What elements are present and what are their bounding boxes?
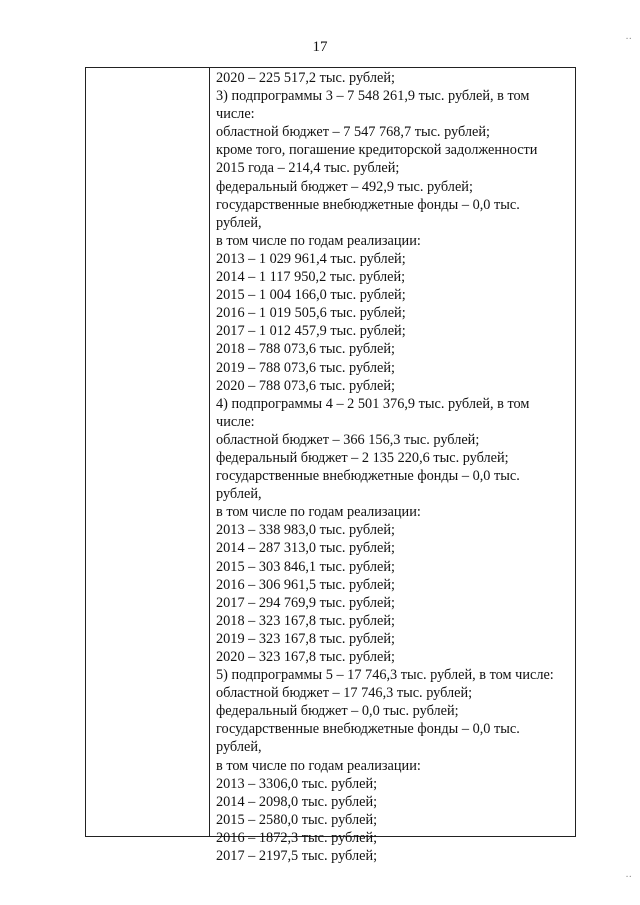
text-line: 2018 – 323 167,8 тыс. рублей; — [216, 612, 395, 629]
text-line: рублей, — [216, 214, 262, 231]
text-line: 2015 года – 214,4 тыс. рублей; — [216, 160, 400, 177]
text-line: 2020 – 323 167,8 тыс. рублей; — [216, 649, 395, 665]
table-column-divider — [209, 67, 210, 837]
text-line: 2015 – 1 004 166,0 тыс. рублей; — [216, 287, 406, 304]
text-line: 2016 – 1 019 505,6 тыс. рублей; — [216, 305, 406, 322]
table-cell-content — [216, 69, 576, 865]
text-line: рублей, — [216, 739, 262, 756]
page-number: 17 — [312, 39, 328, 55]
text-line: 2019 – 788 073,6 тыс. рублей; — [216, 359, 395, 376]
text-line: 2018 – 788 073,6 тыс. рублей; — [216, 341, 395, 358]
text-line: 2017 – 1 012 457,9 тыс. рублей; — [216, 323, 406, 340]
text-line: государственные внебюджетные фонды – 0,0 тыс. — [216, 196, 520, 213]
text-line: числе: — [216, 106, 255, 123]
text-line: 2015 – 2580,0 тыс. рублей; — [216, 811, 378, 828]
text-line: областной бюджет – 366 156,3 тыс. рублей; — [216, 431, 480, 448]
text-line: 2013 – 1 029 961,4 тыс. рублей; — [216, 250, 406, 267]
text-line: государственные внебюджетные фонды – 0,0 тыс. — [216, 721, 520, 738]
text-line: 2019 – 323 167,8 тыс. рублей; — [216, 630, 395, 647]
text-line: 2014 – 2098,0 тыс. рублей; — [216, 793, 378, 810]
text-line: 2016 – 306 961,5 тыс. рублей; — [216, 576, 395, 593]
text-line: 2020 – 788 073,6 тыс. рублей; — [216, 377, 395, 394]
scan-artifact-mark: ·· — [625, 34, 632, 45]
text-line: 2016 – 1872,3 тыс. рублей; — [216, 829, 378, 846]
text-line: 4) подпрограммы 4 – 2 501 376,9 тыс. рублей, в том — [216, 395, 530, 412]
text-line: 2017 – 294 769,9 тыс. рублей; — [216, 594, 395, 611]
text-line: 2020 – 225 517,2 тыс. рублей; — [216, 70, 395, 86]
text-line: в том числе по годам реализации: — [216, 757, 421, 774]
text-line: федеральный бюджет – 2 135 220,6 тыс. рублей; — [216, 449, 509, 466]
text-line: в том числе по годам реализации: — [216, 232, 421, 249]
text-line: 3) подпрограммы 3 – 7 548 261,9 тыс. рублей, в том — [216, 88, 530, 105]
text-line: 2017 – 2197,5 тыс. рублей; — [216, 848, 378, 865]
text-line: государственные внебюджетные фонды – 0,0 тыс. — [216, 468, 520, 485]
text-line: 5) подпрограммы 5 – 17 746,3 тыс. рублей, в том числе: — [216, 667, 554, 684]
text-line: в том числе по годам реализации: — [216, 504, 421, 521]
text-line: федеральный бюджет – 492,9 тыс. рублей; — [216, 178, 473, 195]
text-line: кроме того, погашение кредиторской задолженности — [216, 142, 538, 159]
scan-artifact-mark: ·· — [625, 872, 632, 883]
text-line: 2013 – 338 983,0 тыс. рублей; — [216, 522, 395, 539]
text-line: 2014 – 287 313,0 тыс. рублей; — [216, 540, 395, 557]
scan-edge-marks — [614, 0, 634, 905]
text-line: числе: — [216, 413, 255, 430]
text-line: федеральный бюджет – 0,0 тыс. рублей; — [216, 703, 459, 720]
text-line: областной бюджет – 7 547 768,7 тыс. рублей; — [216, 124, 491, 141]
text-line: 2015 – 303 846,1 тыс. рублей; — [216, 558, 395, 575]
text-line: 2013 – 3306,0 тыс. рублей; — [216, 775, 378, 792]
text-line: рублей, — [216, 486, 262, 503]
text-line: 2014 – 1 117 950,2 тыс. рублей; — [216, 269, 406, 286]
text-line: областной бюджет – 17 746,3 тыс. рублей; — [216, 685, 473, 702]
